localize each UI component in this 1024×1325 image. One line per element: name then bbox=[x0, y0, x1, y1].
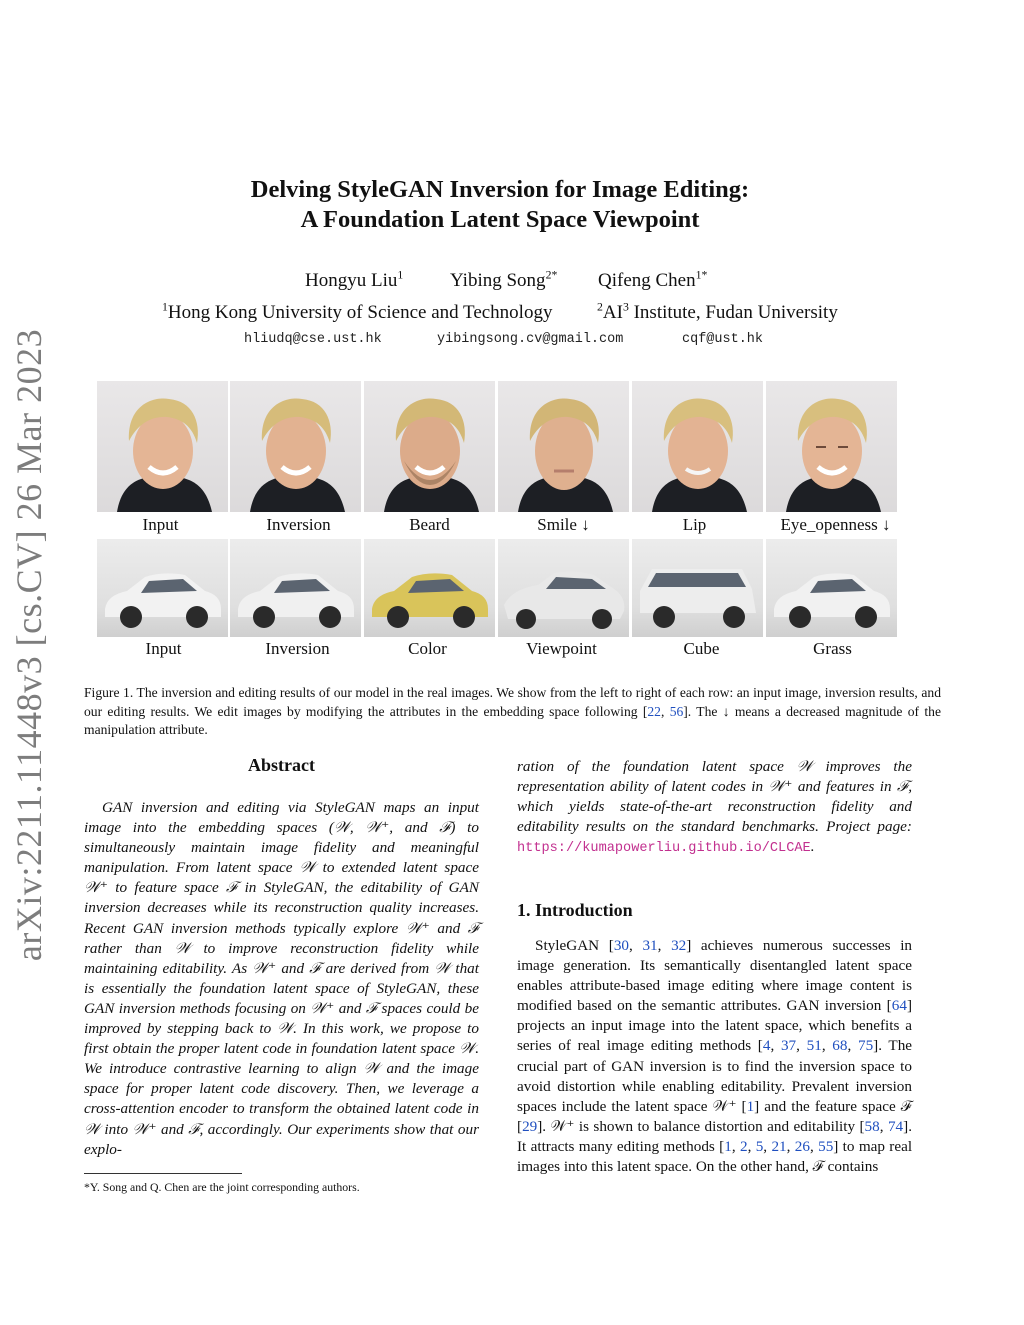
citation-link[interactable]: 68 bbox=[832, 1037, 848, 1055]
car-image-input bbox=[97, 539, 228, 637]
car-image-inversion bbox=[230, 539, 361, 637]
citation-link[interactable]: 58 bbox=[864, 1117, 880, 1135]
car-image-cube bbox=[632, 539, 763, 637]
face-label-beard: Beard bbox=[409, 515, 450, 534]
car-image-color bbox=[364, 539, 495, 637]
face-label-inversion: Inversion bbox=[266, 515, 331, 534]
car-label-cube: Cube bbox=[683, 639, 720, 658]
face-label-lip: Lip bbox=[682, 515, 707, 534]
paper-title-line-2: A Foundation Latent Space Viewpoint bbox=[300, 206, 700, 233]
citation-link[interactable]: 37 bbox=[780, 1037, 797, 1055]
car-label-input: Input bbox=[145, 639, 182, 658]
affiliation-1: $^1$Hong Kong University of Science and Technology bbox=[162, 300, 553, 323]
citation-link[interactable]: 26 bbox=[794, 1137, 810, 1155]
paper-title-line-1: Delving StyleGAN Inversion for Image Editing: bbox=[250, 176, 750, 203]
car-image-viewpoint bbox=[498, 539, 629, 637]
citation-link[interactable]: 1 bbox=[724, 1137, 732, 1155]
citation-link[interactable]: 64 bbox=[891, 997, 907, 1015]
face-label-input: Input bbox=[142, 515, 179, 534]
citation-link[interactable]: 2 bbox=[739, 1137, 748, 1155]
face-image-lip bbox=[632, 381, 763, 512]
affiliation-2: $^2AI^3$ Institute, Fudan University bbox=[597, 300, 838, 323]
face-image-beard bbox=[364, 381, 495, 512]
email-2[interactable]: yibingsong.cv@gmail.com bbox=[437, 332, 624, 347]
car-label-inversion: Inversion bbox=[265, 639, 330, 658]
face-label-eye-openness: Eye_openness ↓ bbox=[780, 515, 891, 534]
abstract-heading: Abstract bbox=[248, 755, 315, 775]
citation-link[interactable]: 21 bbox=[771, 1137, 787, 1155]
citation-link[interactable]: 55 bbox=[818, 1137, 834, 1155]
car-label-viewpoint: Viewpoint bbox=[526, 639, 597, 658]
car-label-color: Color bbox=[408, 639, 447, 658]
arxiv-identifier-stamp bbox=[4, 328, 54, 962]
citation-link[interactable]: 51 bbox=[806, 1037, 822, 1055]
author-2: Yibing Song$^{2*}$ bbox=[450, 268, 558, 291]
author-1: Hongyu Liu$^1$ bbox=[305, 268, 404, 291]
figure-1-caption: Figure 1. The inversion and editing results of our model in the real images. We show from the left to right of each row: an input image, inversion results, and our editing results. We edit images by modifying the attributes in the embedding space following [22, 56]. The ↓ means a decreased magnitude of the manipulation attribute. bbox=[84, 685, 942, 738]
citation-link[interactable]: 29 bbox=[522, 1117, 538, 1135]
introduction-heading: 1. Introduction bbox=[517, 900, 633, 920]
corresponding-author-footnote: *Y. Song and Q. Chen are the joint corresponding authors. bbox=[84, 1180, 360, 1194]
project-page-link[interactable]: https://kumapowerliu.github.io/CLCAE bbox=[517, 841, 811, 857]
citation-link[interactable]: 1 bbox=[746, 1097, 755, 1115]
email-1[interactable]: hliudq@cse.ust.hk bbox=[244, 332, 382, 347]
abstract-body: GAN inversion and editing via StyleGAN maps an input image into the embedding spaces (𝒲, 𝒲⁺, and ℱ) to simultaneously maintain image fidelity and meaningful manipulation. From latent space 𝒲 to extended latent space 𝒲⁺ to feature space ℱ in StyleGAN, the editability of GAN inversion decreases while its reconstruction quality increases. Recent GAN inversion methods typically explore 𝒲⁺ and ℱ rather than 𝒲 to improve reconstruction fidelity while maintaining editability. As 𝒲⁺ and ℱ are derived from 𝒲 that is essentially the foundation latent space of StyleGAN, these GAN inversion methods focusing on 𝒲⁺ and ℱ spaces could be improved by stepping back to 𝒲. In this work, we propose to first obtain the proper latent code in foundation latent space 𝒲. We introduce contrastive learning to align 𝒲 and the image space for proper latent code discovery. Then, we leverage a cross-attention encoder to transform the obtained latent code in 𝒲 into 𝒲⁺ and ℱ, accordingly. Our experiments show that our explo- bbox=[84, 799, 479, 1158]
abstract-continued: ration of the foundation latent space 𝒲 improves the representation ability of latent codes in 𝒲⁺ and features in ℱ, which yields state-of-the-art reconstruction fidelity and editability results on the standard benchmarks. Project page: https://kumapowerliu.github.io/CLCAE. bbox=[517, 758, 912, 857]
arxiv-stamp-text: arXiv:2211.11448v3 [cs.CV] 26 Mar 2023 bbox=[9, 328, 49, 962]
citation-link[interactable]: 4 bbox=[762, 1037, 771, 1055]
footnote-rule bbox=[84, 1173, 242, 1174]
face-image-smile bbox=[498, 381, 629, 512]
email-3[interactable]: cqf@ust.hk bbox=[682, 332, 764, 347]
face-label-smile: Smile ↓ bbox=[537, 515, 590, 534]
citation-link[interactable]: 22 bbox=[647, 703, 661, 719]
citation-link[interactable]: 31 bbox=[642, 937, 658, 954]
car-image-grass bbox=[766, 539, 897, 637]
car-label-grass: Grass bbox=[813, 639, 852, 658]
face-image-input bbox=[97, 381, 228, 512]
citation-link[interactable]: 30 bbox=[613, 937, 629, 954]
face-image-eye-openness bbox=[766, 381, 897, 512]
author-3: Qifeng Chen$^{1*}$ bbox=[598, 268, 708, 291]
citation-link[interactable]: 74 bbox=[887, 1117, 904, 1135]
citation-link[interactable]: 32 bbox=[671, 937, 687, 954]
introduction-body: StyleGAN [30, 31, 32] achieves numerous successes in image generation. Its semantically disentangled latent space enables attribute-based image editing where image content is modified based on the semantic attributes. GAN inversion [64] projects an input image into the latent space, which benefits a series of real image editing methods [4, 37, 51, 68, 75]. The crucial part of GAN inversion is to find the inversion space to avoid distortion while enabling editability. Prevalent inversion spaces include the latent space 𝒲⁺ [1] and the feature space ℱ [29]. 𝒲⁺ is shown to balance distortion and editability [58, 74]. It attracts many editing methods [1, 2, 5, 21, 26, 55] to map real images into this latent space. On the other hand, ℱ contains bbox=[517, 937, 913, 1176]
citation-link[interactable]: 75 bbox=[857, 1037, 874, 1055]
face-image-inversion bbox=[230, 381, 361, 512]
citation-link[interactable]: 56 bbox=[669, 703, 684, 719]
citation-link[interactable]: 5 bbox=[755, 1137, 764, 1155]
